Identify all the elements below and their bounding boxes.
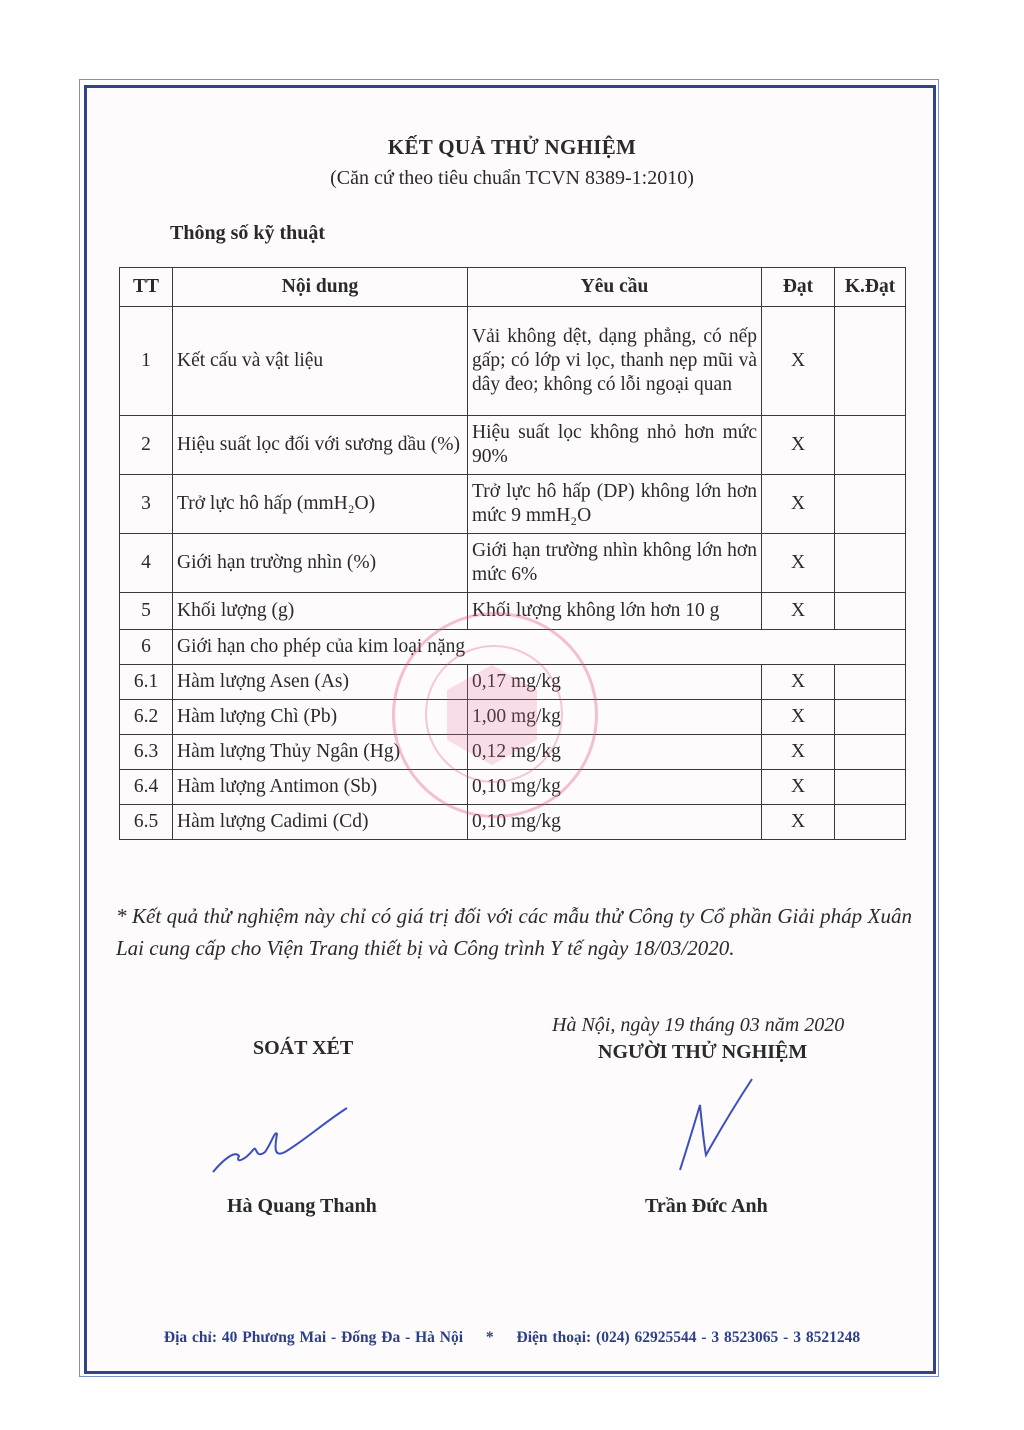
table-row [120, 665, 906, 700]
table-row [120, 735, 906, 770]
cell-tt: 6.4 [120, 770, 173, 805]
footer-address: Địa chỉ: 40 Phương Mai - Đống Đa - Hà Nội [163, 1329, 464, 1346]
cell-tt: 2 [120, 416, 173, 475]
cell-noi-dung: Hàm lượng Chì (Pb) [173, 700, 468, 735]
cell-noi-dung: Giới hạn trường nhìn (%) [173, 534, 468, 593]
cell-k-dat [835, 475, 906, 534]
cell-yeu-cau: Giới hạn trường nhìn không lớn hơn mức 6% [468, 534, 762, 593]
document-subtitle: (Căn cứ theo tiêu chuẩn TCVN 8389-1:2010) [330, 167, 694, 189]
cell-k-dat [835, 805, 906, 840]
cell-noi-dung: Trở lực hô hấp (mmH₂O) [173, 475, 468, 534]
table-header-row [120, 268, 906, 307]
cell-noi-dung: Hàm lượng Antimon (Sb) [173, 770, 468, 805]
cell-dat: X [762, 593, 835, 630]
footer-phone: Điện thoại: (024) 62925544 - 3 8523065 - 3 8521248 [516, 1329, 861, 1346]
section-heading: Thông số kỹ thuật [170, 222, 326, 244]
table-row [120, 700, 906, 735]
cell-noi-dung: Kết cấu và vật liệu [173, 307, 468, 416]
footer-contact [0, 1329, 1024, 1347]
cell-yeu-cau: 0,10 mg/kg [468, 770, 762, 805]
cell-dat: X [762, 770, 835, 805]
cell-k-dat [835, 534, 906, 593]
cell-tt: 4 [120, 534, 173, 593]
cell-k-dat [835, 307, 906, 416]
header-k-dat: K.Đạt [835, 268, 906, 307]
cell-yeu-cau: 0,10 mg/kg [468, 805, 762, 840]
disclaimer-note: * Kết quả thử nghiệm này chỉ có giá trị đối với các mẫu thử Công ty Cổ phần Giải pháp Xuân Lai cung cấp cho Viện Trang thiết bị và Công trình Y tế ngày 18/03/2020. [116, 904, 912, 960]
cell-k-dat [835, 416, 906, 475]
results-table [119, 267, 906, 840]
header-yeu-cau: Yêu cầu [468, 268, 762, 307]
header-tt: TT [120, 268, 173, 307]
cell-noi-dung: Giới hạn cho phép của kim loại nặng [173, 630, 906, 665]
cell-tt: 1 [120, 307, 173, 416]
cell-dat: X [762, 805, 835, 840]
cell-noi-dung: Hàm lượng Thủy Ngân (Hg) [173, 735, 468, 770]
table-row [120, 475, 906, 534]
cell-tt: 5 [120, 593, 173, 630]
cell-tt: 3 [120, 475, 173, 534]
cell-k-dat [835, 700, 906, 735]
cell-k-dat [835, 593, 906, 630]
cell-yeu-cau: 1,00 mg/kg [468, 700, 762, 735]
document-title: KẾT QUẢ THỬ NGHIỆM [387, 135, 637, 159]
reviewer-title: SOÁT XÉT [253, 1037, 354, 1059]
table-row [120, 416, 906, 475]
cell-dat: X [762, 307, 835, 416]
cell-noi-dung: Khối lượng (g) [173, 593, 468, 630]
cell-yeu-cau: Khối lượng không lớn hơn 10 g [468, 593, 762, 630]
reviewer-signature-icon [205, 1100, 355, 1190]
cell-tt: 6.2 [120, 700, 173, 735]
table-row [120, 770, 906, 805]
cell-yeu-cau: Trở lực hô hấp (DP) không lớn hơn mức 9 mmH₂O [468, 475, 762, 534]
cell-noi-dung: Hàm lượng Asen (As) [173, 665, 468, 700]
cell-dat: X [762, 665, 835, 700]
cell-yeu-cau: Hiệu suất lọc không nhỏ hơn mức 90% [468, 416, 762, 475]
table-row-group-heading [120, 630, 906, 665]
tester-signature-icon [670, 1075, 760, 1175]
reviewer-name: Hà Quang Thanh [227, 1195, 377, 1217]
cell-dat: X [762, 700, 835, 735]
cell-yeu-cau: Vải không dệt, dạng phẳng, có nếp gấp; có lớp vi lọc, thanh nẹp mũi và dây đeo; không có lỗi ngoại quan [468, 307, 762, 416]
cell-yeu-cau: 0,12 mg/kg [468, 735, 762, 770]
header-noi-dung: Nội dung [173, 268, 468, 307]
cell-dat: X [762, 735, 835, 770]
header-dat: Đạt [762, 268, 835, 307]
cell-yeu-cau: 0,17 mg/kg [468, 665, 762, 700]
table-row [120, 534, 906, 593]
place-date: Hà Nội, ngày 19 tháng 03 năm 2020 [552, 1014, 845, 1036]
tester-title: NGƯỜI THỬ NGHIỆM [598, 1041, 808, 1063]
cell-noi-dung: Hiệu suất lọc đối với sương dầu (%) [173, 416, 468, 475]
cell-dat: X [762, 416, 835, 475]
cell-k-dat [835, 665, 906, 700]
tester-name: Trần Đức Anh [645, 1195, 768, 1217]
cell-tt: 6 [120, 630, 173, 665]
cell-tt: 6.5 [120, 805, 173, 840]
cell-tt: 6.1 [120, 665, 173, 700]
cell-k-dat [835, 735, 906, 770]
cell-k-dat [835, 770, 906, 805]
table-row [120, 805, 906, 840]
cell-tt: 6.3 [120, 735, 173, 770]
cell-dat: X [762, 475, 835, 534]
cell-noi-dung: Hàm lượng Cadimi (Cd) [173, 805, 468, 840]
cell-dat: X [762, 534, 835, 593]
table-row [120, 593, 906, 630]
footer-separator: * [485, 1329, 494, 1346]
table-row [120, 307, 906, 416]
